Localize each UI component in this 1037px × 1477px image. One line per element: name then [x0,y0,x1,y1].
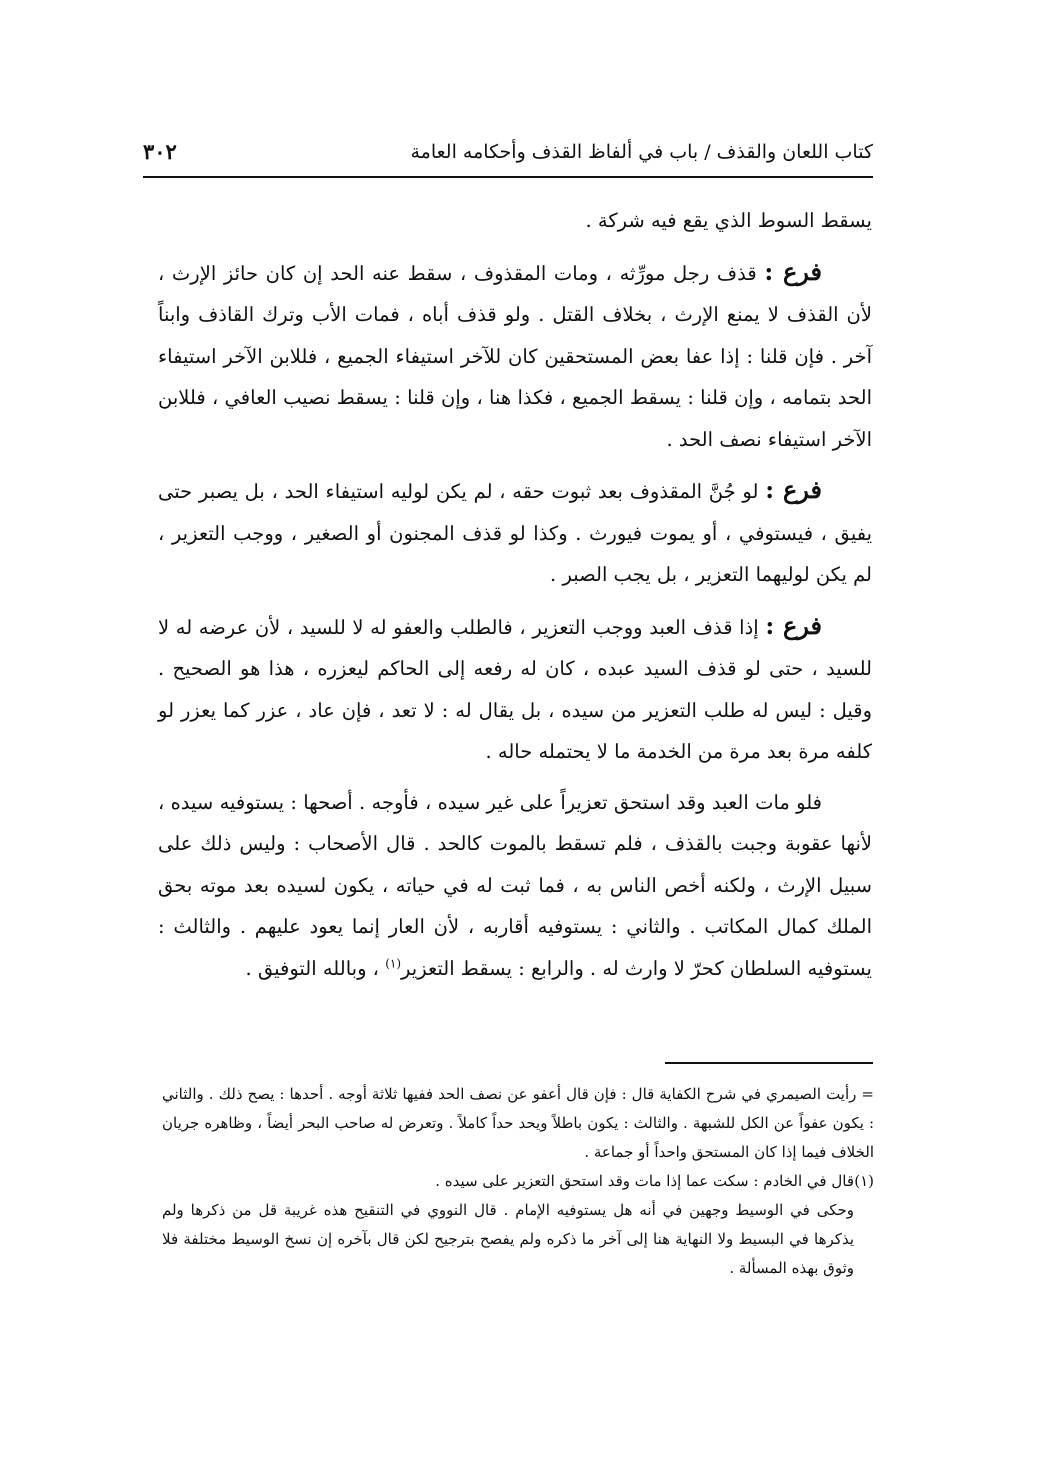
footnote-marker: (١) [854,1172,874,1190]
paragraph-text: فلو مات العبد وقد استحق تعزيراً على غير سيده ، فأوجه . أصحها : يستوفيه سيده ، لأنها عقوبة وجبت بالقذف ، فلم تسقط بالموت كالحد . قال الأصحاب : وليس ذلك على سبيل الإرث ، ولكنه أخص الناس به ، فما ثبت له في حياته ، يكون لسيده بعد موته بحق الملك كمال المكاتب . والثاني : يستوفيه أقاربه ، لأن العار إنما يعود عليهم . والثالث : يستوفيه السلطان كحرّ لا وارث له . والرابع : يسقط التعزير [158,790,872,980]
section-keyword: فرع : [765,475,822,504]
footnote-text: وحكى في الوسيط وجهين في أنه هل يستوفيه الإمام . قال النووي في التنقيح هذه غريبة قل من ذكرها ولم يذكرها في البسيط ولا النهاية هنا إلى آخر ما ذكره ولم يفصح بترجيح لكن قال بآخره إن نسخ الوسيط مختلفة فلا وثوق بهذه المسألة . [162,1201,854,1277]
main-text [158,200,872,998]
footnote-1 [162,1167,874,1196]
footnotes [162,1080,874,1283]
chapter-title: كتاب اللعان والقذف / باب في ألفاظ القذف وأحكامه العامة [410,141,873,163]
header-divider [143,176,873,178]
running-header [143,133,873,169]
paragraph-text: قذف رجل مورِّثه ، ومات المقذوف ، سقط عنه الحد إن كان حائز الإرث ، لأن القذف لا يمنع الإرث ، بخلاف القتل . ولو قذف أباه ، فمات الأب وترك القاذف وابناً آخر . فإن قلنا : إذا عفا بعض المستحقين كان للآخر استيفاء الجميع ، فللابن الآخر استيفاء الحد بتمامه ، وإن قلنا : يسقط الجميع ، فكذا هنا ، وإن قلنا : يسقط نصيب العافي ، فللابن الآخر استيفاء نصف الحد . [158,261,872,451]
section-keyword: فرع : [764,256,823,286]
footnote-divider [665,1062,873,1064]
paragraph-far-2 [158,469,872,596]
paragraph-continuation [158,200,872,242]
footnote-1-cont [162,1196,874,1283]
paragraph-text: إذا قذف العبد ووجب التعزير ، فالطلب والعفو له لا للسيد ، لأن عرضه له لا للسيد ، حتى لو قذف السيد عبده ، كان له رفعه إلى الحاكم ليعزره ، هذا هو الصحيح . وقيل : ليس له طلب التعزير من سيده ، بل يقال له : لا تعد ، فإن عاد ، عزر كما يعزر لو كلفه مرة بعد مرة من الخدمة ما لا يحتمله حاله . [158,615,872,763]
footnote-text: قال في الخادم : سكت عما إذا مات وقد استحق التعزير على سيده . [435,1172,854,1190]
paragraph-text: يسقط السوط الذي يقع فيه شركة . [585,209,872,232]
paragraph-far-1 [158,251,872,461]
paragraph-text-end: ، وبالله التوفيق . [245,956,379,980]
paragraph-far-3 [158,605,872,773]
footnote-continuation [162,1080,874,1167]
page-number: ٣٠٢ [143,139,177,164]
section-keyword: فرع : [765,610,823,640]
footnote-reference[interactable]: (١) [385,956,402,970]
footnote-text: = رأيت الصيمري في شرح الكفاية قال : فإن قال أعفو عن نصف الحد ففيها ثلاثة أوجه . أحدها : يصح ذلك . والثاني : يكون عفواً عن الكل للشبهة . والثالث : يكون باطلاً ويحد حداً كاملاً . وتعرض له صاحب البحر أيضاً ، وظاهره جريان الخلاف فيما إذا كان المستحق واحداً أو جماعة . [162,1085,874,1161]
paragraph-text: لو جُنَّ المقذوف بعد ثبوت حقه ، لم يكن لوليه استيفاء الحد ، بل يصبر حتى يفيق ، فيستوفي ، أو يموت فيورث . وكذا لو قذف المجنون أو الصغير ، ووجب التعزير ، لم يكن لوليهما التعزير ، بل يجب الصبر . [158,480,872,586]
paragraph-slave-death [158,782,872,990]
